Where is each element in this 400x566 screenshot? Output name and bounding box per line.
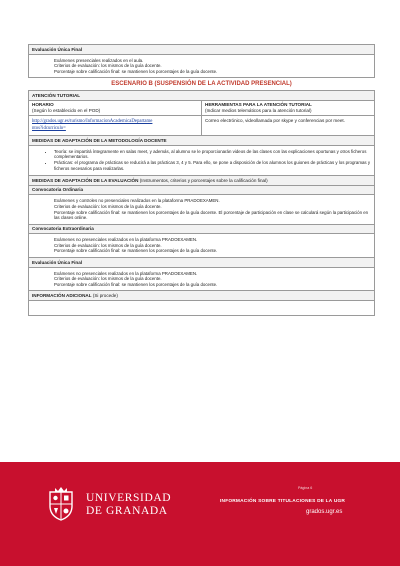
list-item: • Teoría: se impartirá íntegramente en salas meet, y además, al alumno se le proporcionarán videos de las clases con las explicaciones oportunas y otros ficheros complementarios. bbox=[54, 149, 371, 160]
herramientas-header: HERRAMIENTAS PARA LA ATENCIÓN TUTORIAL (Indicar medios telemáticos para la atención tutorial) bbox=[202, 100, 375, 115]
evaluacion-title: MEDIDAS DE ADAPTACIÓN DE LA EVALUACIÓN (Instrumentos, criterios y porcentajes sobre la calificación final) bbox=[29, 176, 375, 186]
footer-band bbox=[0, 462, 400, 566]
metodologia-title: MEDIDAS DE ADAPTACIÓN DE LA METODOLOGÍA DOCENTE bbox=[29, 136, 375, 146]
metodologia-list bbox=[32, 149, 371, 172]
page-number: Página 6 bbox=[298, 486, 313, 490]
grados-website[interactable]: grados.ugr.es bbox=[306, 509, 343, 515]
metodologia-body bbox=[29, 145, 375, 175]
conv-ordinaria-title: Convocatoria Ordinaria bbox=[29, 185, 375, 195]
conv-extraordinaria-body: Exámenes no presenciales realizados en la plataforma PRADOEXAMEN. Criterios de evaluación: los mismos de la guía docente. Porcentaje sobre calificación final: se mantienen los porcentajes de la guía docente. bbox=[29, 234, 375, 258]
herramientas-value: Correo electrónico, videollamada por skype y conferencias por meet. bbox=[202, 116, 375, 136]
horario-link-cell bbox=[29, 116, 202, 136]
horario-header: HORARIO (Según lo establecido en el POD) bbox=[29, 100, 202, 115]
eval-unica-body: Exámenes presenciales realizados en el aula. Criterios de evaluación: los mismos de la guía docente. Porcentaje sobre calificación final: se mantienen los porcentajes de la guía docente. bbox=[29, 54, 375, 78]
eval-unica-final-title: Evaluación Única Final bbox=[29, 258, 375, 268]
list-item: • Prácticas: el programa de prácticas se reducirá a las prácticas 3, 4 y 5. Para ello, se pone a disposición de los alumnos los guiones de prácticas y los programas y ficheros necesarios para realizarlas. bbox=[54, 160, 371, 171]
conv-ordinaria-body: Exámenes y controles no presenciales realizados en la plataforma PRADOEXAMEN. Criterios de evaluación: los mismos de la guía docente. Porcentaje sobre calificación final: se mantienen los porcentajes de la guía docente. El porcentaje de participación en clase se calculará según la participación en las clases online. bbox=[29, 195, 375, 224]
eval-unica-title: Evaluación Única Final bbox=[29, 45, 375, 55]
conv-extraordinaria-title: Convocatoria Extraordinaria bbox=[29, 224, 375, 234]
guide-table bbox=[28, 44, 375, 316]
horario-link[interactable]: http://grados.ugr.es/turismo/InformacionAcademicaDepartame ntos?idcurriculo= bbox=[32, 118, 153, 131]
atencion-tutorial-title: ATENCIÓN TUTORIAL bbox=[29, 91, 375, 101]
university-crest-icon bbox=[46, 486, 76, 522]
info-adicional-title: INFORMACIÓN ADICIONAL (Si procede) bbox=[29, 291, 375, 301]
university-name: UNIVERSIDAD DE GRANADA bbox=[86, 492, 172, 517]
scenario-b-title: ESCENARIO B (SUSPENSIÓN DE LA ACTIVIDAD PRESENCIAL) bbox=[29, 78, 375, 91]
info-adicional-body bbox=[29, 301, 375, 316]
guide-page bbox=[28, 44, 374, 316]
titulaciones-info: INFORMACIÓN SOBRE TITULACIONES DE LA UGR bbox=[220, 499, 346, 504]
eval-unica-final-body: Exámenes no presenciales realizados en la plataforma PRADOEXAMEN. Criterios de evaluación: los mismos de la guía docente. Porcentaje sobre calificación final: se mantienen los porcentajes de la guía docente. bbox=[29, 267, 375, 291]
